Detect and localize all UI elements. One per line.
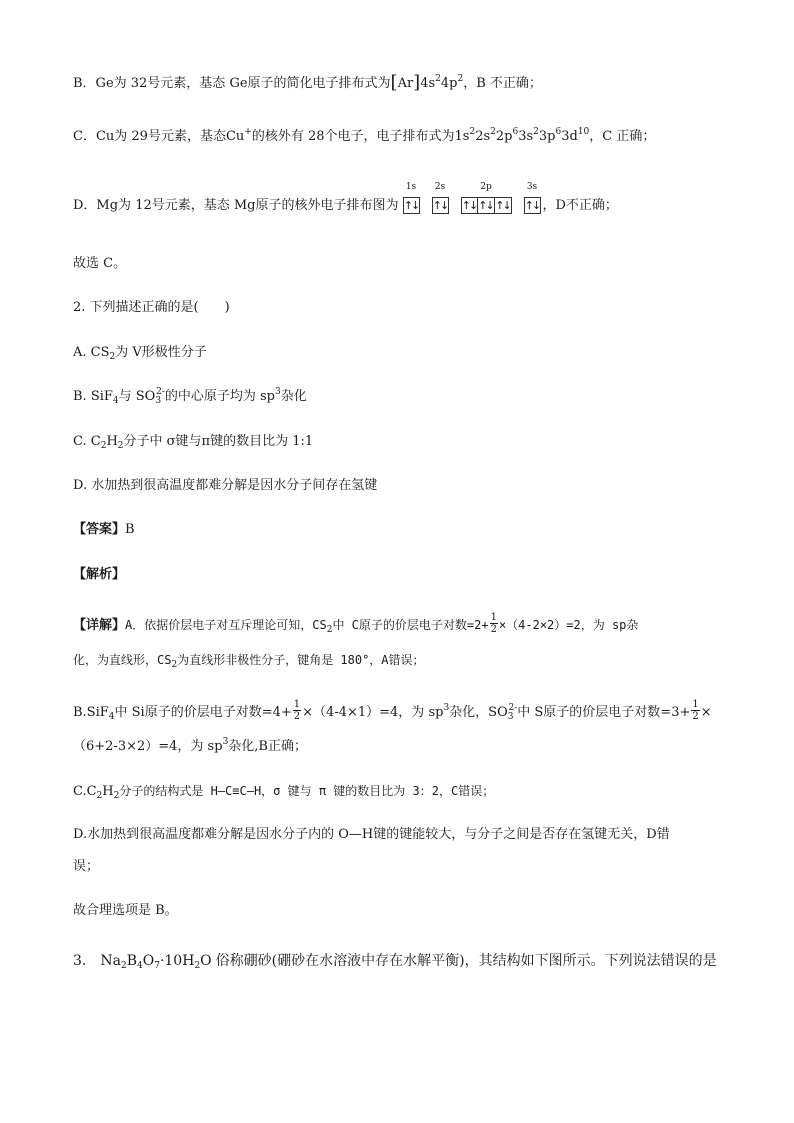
detail-b-line-2 bbox=[73, 737, 307, 757]
text: ，B 不正确； bbox=[463, 76, 542, 91]
text: 分子的结构式是 H—C≡C—H，σ 键与 π 键的数目比为 3：2，C错误； bbox=[119, 784, 495, 798]
text: B. SiF bbox=[73, 389, 113, 404]
config-sup: 2 bbox=[435, 74, 441, 84]
formula-part: B bbox=[126, 953, 137, 969]
formula-part: O bbox=[142, 953, 155, 969]
config-term: 3p bbox=[538, 129, 556, 144]
text: A．依据价层电子对互斥理论可知，CS bbox=[125, 618, 327, 632]
text: 的核外有 28个电子，电子排布式为 bbox=[251, 129, 455, 144]
orbital-box: ↑↓ bbox=[403, 199, 419, 212]
subscript: 2 bbox=[96, 791, 103, 801]
ion-symbol: Cu bbox=[225, 129, 245, 144]
ion-charge: + bbox=[244, 127, 252, 137]
config-sup: 2 bbox=[533, 127, 539, 137]
text: 为 V形极性分子 bbox=[115, 345, 207, 360]
fraction-denominator: 2 bbox=[293, 711, 301, 722]
conclusion-1: 故选 C。 bbox=[73, 256, 127, 271]
subscript: 2 bbox=[326, 625, 333, 635]
config-term: 2p bbox=[495, 129, 513, 144]
question-number: 3. bbox=[73, 953, 87, 969]
config-term: 1s bbox=[454, 129, 470, 144]
config-sup: 2 bbox=[469, 127, 476, 137]
subscript: 3 bbox=[155, 396, 162, 406]
detail-a-line-2 bbox=[73, 650, 425, 671]
answer-value: B bbox=[125, 522, 135, 537]
text: 杂化,B正确； bbox=[228, 739, 307, 754]
config-term: 3s bbox=[518, 129, 534, 144]
subscript: 2 bbox=[194, 961, 201, 971]
superscript: 3 bbox=[222, 737, 229, 747]
option-b-explanation bbox=[73, 72, 542, 94]
text: 杂化，SO bbox=[449, 705, 508, 720]
bracket-open: [ bbox=[390, 72, 398, 93]
orbital-box: ↑↓ bbox=[524, 199, 540, 212]
subscript: 3 bbox=[507, 712, 514, 722]
config-sup: 6 bbox=[512, 127, 519, 137]
answer-tag: 【答案】 bbox=[73, 522, 126, 537]
config-sup: 10 bbox=[577, 127, 590, 137]
text: ×（4-2×2）=2，为 sp杂 bbox=[498, 618, 639, 632]
subscript: 4 bbox=[108, 712, 115, 722]
orbital-label: 3s bbox=[526, 182, 538, 192]
superscript: 3 bbox=[443, 703, 450, 713]
text: （6+2-3×2）=4，为 sp bbox=[73, 739, 223, 754]
detail-b-line-1 bbox=[73, 701, 712, 724]
orbital-group-1s bbox=[403, 182, 420, 217]
text: 中 S原子的价层电子对数=3+ bbox=[517, 705, 691, 720]
config-sup: 6 bbox=[555, 127, 562, 137]
fraction-denominator: 2 bbox=[692, 711, 699, 722]
subscript: 2 bbox=[109, 352, 116, 362]
fraction-one-half bbox=[490, 612, 498, 635]
text: C．Cu为 29号元素，基态 bbox=[73, 129, 226, 144]
subscript: 2 bbox=[113, 791, 120, 801]
question-2-option-c bbox=[73, 432, 313, 452]
config-term: 4p bbox=[440, 76, 458, 91]
text: B.SiF bbox=[73, 705, 109, 720]
text: ×（4-4×1）=4，为 sp bbox=[302, 705, 444, 720]
text: 分子中 σ键与π键的数目比为 1:1 bbox=[123, 434, 314, 449]
text: 与 SO bbox=[118, 389, 156, 404]
option-d-explanation bbox=[73, 182, 618, 217]
orbital-box: ↑↓ bbox=[432, 199, 448, 212]
config-term: 4s bbox=[420, 76, 436, 91]
fraction-numerator: 1 bbox=[293, 699, 301, 710]
answer-line bbox=[73, 520, 135, 540]
formula-part: ·10H bbox=[159, 953, 195, 969]
text: 的中心原子均为 sp bbox=[164, 389, 275, 404]
fraction-one-half bbox=[691, 699, 699, 722]
text: 杂化 bbox=[280, 389, 307, 404]
orbital-box: ↑↓ bbox=[495, 199, 510, 212]
orbital-group-3s bbox=[524, 182, 541, 217]
text: A. CS bbox=[73, 345, 110, 360]
superscript: 2- bbox=[508, 703, 518, 713]
orbital-group-2s bbox=[432, 182, 449, 217]
subscript: 2 bbox=[171, 660, 178, 670]
text: H bbox=[102, 784, 114, 799]
text: C.C bbox=[73, 784, 97, 799]
analysis-tag bbox=[73, 565, 125, 585]
formula-part: O bbox=[200, 953, 212, 969]
superscript: 3 bbox=[275, 387, 281, 397]
subscript: 2 bbox=[117, 441, 124, 451]
fraction-denominator: 2 bbox=[490, 624, 497, 635]
bracket-close: ] bbox=[413, 72, 421, 93]
orbital-box: ↑↓ bbox=[461, 199, 477, 212]
detail-c-line bbox=[73, 781, 494, 802]
orbital-label: 2s bbox=[434, 182, 446, 192]
detail-d-line-1: D.水加热到很高温度都难分解是因水分子内的 O—H键的键能较大，与分子之间是否存在氢键无关，D错 bbox=[73, 827, 670, 842]
text: H bbox=[106, 434, 118, 449]
subscript: 2 bbox=[100, 441, 107, 451]
detail-tag: 【详解】 bbox=[73, 618, 126, 633]
noble-gas-core: Ar bbox=[397, 76, 414, 91]
config-sup: 2 bbox=[457, 74, 464, 84]
electron-configuration bbox=[455, 129, 590, 144]
fraction-one-half bbox=[293, 699, 301, 722]
text: × bbox=[700, 705, 712, 720]
question-2-stem: 2. 下列描述正确的是( ) bbox=[73, 300, 230, 315]
orbital-label: 1s bbox=[405, 182, 417, 192]
text: 为直线形非极性分子，键角是 180°，A错误； bbox=[177, 653, 425, 667]
question-2-conclusion: 故合理选项是 B。 bbox=[73, 903, 178, 918]
text: C. C bbox=[73, 434, 101, 449]
text: D．Mg为 12号元素，基态 Mg原子的核外电子排布图为 bbox=[73, 198, 399, 213]
text: ，D不正确； bbox=[542, 198, 618, 213]
fraction-numerator: 1 bbox=[490, 612, 497, 623]
subscript: 4 bbox=[112, 396, 119, 406]
orbital-diagram bbox=[403, 182, 553, 217]
text: 中 C原子的价层电子对数=2+ bbox=[332, 618, 489, 632]
subscript: 4 bbox=[137, 961, 143, 971]
config-term: 3d bbox=[561, 129, 578, 144]
text: 中 Si原子的价层电子对数=4+ bbox=[114, 705, 292, 720]
superscript: 2- bbox=[156, 387, 165, 397]
orbital-box: ↑↓ bbox=[478, 199, 493, 212]
config-sup: 2 bbox=[490, 127, 496, 137]
text: ，C 正确； bbox=[589, 129, 656, 144]
text: B．Ge为 32号元素，基态 Ge原子的简化电子排布式为 bbox=[73, 76, 391, 91]
analysis-label: 【解析】 bbox=[73, 567, 126, 582]
detail-a-line-1 bbox=[73, 614, 638, 637]
option-c-explanation bbox=[73, 127, 655, 147]
question-2-option-b bbox=[73, 387, 307, 407]
config-term: 2s bbox=[475, 129, 491, 144]
fraction-numerator: 1 bbox=[692, 699, 699, 710]
subscript: 2 bbox=[120, 961, 127, 971]
subscript: 7 bbox=[154, 961, 160, 971]
question-2-option-d: D. 水加热到很高温度都难分解是因水分子间存在氢键 bbox=[73, 478, 378, 493]
detail-d-line-2: 误； bbox=[73, 859, 100, 874]
question-2-option-a bbox=[73, 343, 207, 363]
orbital-group-2p bbox=[461, 182, 512, 217]
orbital-label: 2p bbox=[480, 182, 492, 192]
text: 俗称硼砂(硼砂在水溶液中存在水解平衡)，其结构如下图所示。下列说法错误的是 bbox=[215, 953, 717, 969]
formula-part: Na bbox=[100, 953, 121, 969]
text: 化，为直线形，CS bbox=[73, 653, 172, 667]
question-3-stem bbox=[73, 951, 717, 971]
